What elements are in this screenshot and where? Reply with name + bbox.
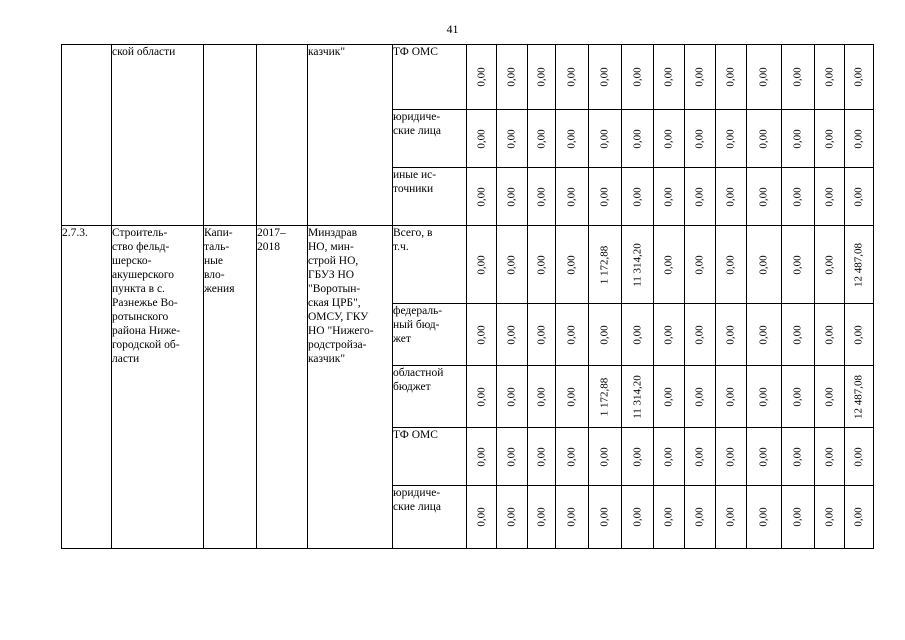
amount-cell [685, 486, 716, 549]
amount-value: 0,00 [474, 67, 487, 87]
amount-cell [845, 428, 874, 486]
amount-cell [815, 486, 845, 549]
amount-cell [589, 304, 622, 366]
page-number: 41 [446, 22, 459, 36]
funding-source-cell: областной бюджет [393, 366, 467, 428]
amount-cell [589, 486, 622, 549]
amount-value: 0,00 [693, 324, 706, 345]
amount-cell [467, 226, 497, 304]
amount-value: 0,00 [598, 446, 611, 467]
amount-value: 0,00 [662, 67, 675, 87]
amount-cell [845, 226, 874, 304]
executor-cell: Минздрав НО, мин- строй НО, ГБУЗ НО "Воротын- ская ЦРБ", ОМСУ, ГКУ НО "Нижего- родстройза- казчик" [308, 226, 393, 549]
amount-cell [497, 486, 528, 549]
amount-value: 0,00 [598, 67, 611, 87]
amount-cell [747, 168, 782, 226]
amount-value: 0,00 [852, 128, 865, 149]
amount-cell [654, 428, 685, 486]
amount-value: 0,00 [822, 186, 835, 207]
amount-cell [556, 428, 589, 486]
amount-value: 0,00 [724, 507, 737, 527]
amount-value: 0,00 [565, 324, 578, 345]
amount-value: 12 487,08 [852, 242, 865, 287]
amount-cell [589, 45, 622, 110]
amount-value: 0,00 [534, 186, 547, 207]
amount-value: 0,00 [662, 507, 675, 527]
amount-value: 0,00 [693, 67, 706, 87]
amount-cell [528, 366, 556, 428]
amount-value: 0,00 [565, 507, 578, 527]
amount-cell [467, 110, 497, 168]
amount-cell [467, 45, 497, 110]
amount-cell [622, 304, 654, 366]
amount-value: 0,00 [757, 324, 770, 345]
amount-value: 0,00 [630, 67, 643, 87]
amount-cell [747, 226, 782, 304]
amount-value: 0,00 [662, 446, 675, 467]
amount-value: 0,00 [505, 186, 518, 207]
amount-cell [528, 486, 556, 549]
amount-cell [716, 45, 747, 110]
amount-value: 0,00 [662, 324, 675, 345]
amount-value: 0,00 [474, 186, 487, 207]
amount-value: 0,00 [505, 507, 518, 527]
funding-source-cell: федераль- ный бюд- жет [393, 304, 467, 366]
amount-value: 0,00 [534, 128, 547, 149]
period-cell: 2017– 2018 [257, 226, 308, 549]
table-row [62, 226, 874, 304]
amount-cell [654, 226, 685, 304]
period-cell [257, 45, 308, 226]
amount-value: 0,00 [852, 67, 865, 87]
amount-value: 0,00 [662, 128, 675, 149]
amount-value: 0,00 [852, 446, 865, 467]
amount-cell [497, 226, 528, 304]
amount-value: 0,00 [791, 507, 804, 527]
amount-cell [589, 168, 622, 226]
amount-cell [845, 304, 874, 366]
amount-value: 0,00 [505, 446, 518, 467]
amount-cell [589, 110, 622, 168]
amount-cell [747, 304, 782, 366]
amount-cell [556, 168, 589, 226]
amount-cell [716, 428, 747, 486]
amount-value: 0,00 [662, 386, 675, 407]
amount-value: 0,00 [662, 254, 675, 275]
amount-cell [497, 366, 528, 428]
amount-cell [782, 110, 815, 168]
amount-value: 0,00 [757, 254, 770, 275]
amount-cell [782, 366, 815, 428]
amount-cell [467, 366, 497, 428]
amount-cell [654, 304, 685, 366]
amount-value: 0,00 [822, 324, 835, 345]
amount-value: 0,00 [630, 186, 643, 207]
amount-cell [622, 428, 654, 486]
amount-cell [467, 486, 497, 549]
amount-value: 0,00 [791, 128, 804, 149]
amount-value: 0,00 [693, 446, 706, 467]
amount-value: 0,00 [724, 324, 737, 345]
amount-value: 0,00 [630, 324, 643, 345]
amount-cell [815, 226, 845, 304]
executor-cell: казчик" [308, 45, 393, 226]
amount-value: 0,00 [598, 324, 611, 345]
amount-cell [589, 428, 622, 486]
amount-cell [528, 304, 556, 366]
amount-value: 0,00 [534, 67, 547, 87]
funding-source-cell: иные ис- точники [393, 168, 467, 226]
amount-value: 0,00 [598, 128, 611, 149]
amount-cell [815, 168, 845, 226]
amount-cell [654, 366, 685, 428]
amount-cell [528, 226, 556, 304]
amount-cell [654, 168, 685, 226]
amount-cell [622, 110, 654, 168]
amount-value: 0,00 [791, 386, 804, 407]
amount-value: 0,00 [822, 446, 835, 467]
amount-cell [815, 110, 845, 168]
amount-value: 0,00 [505, 67, 518, 87]
project-name-cell: Строитель- ство фельд- шерско- акушерского пункта в с. Разнежье Во- ротынского района Ниже- городской об- ласти [112, 226, 204, 549]
amount-cell [685, 226, 716, 304]
investment-type-cell: Капи- таль- ные вло- жения [204, 226, 257, 549]
amount-cell [622, 45, 654, 110]
amount-value: 0,00 [822, 507, 835, 527]
amount-cell [622, 226, 654, 304]
amount-value: 0,00 [693, 186, 706, 207]
amount-cell [782, 168, 815, 226]
amount-cell [815, 45, 845, 110]
amount-cell [782, 45, 815, 110]
amount-value: 0,00 [757, 507, 770, 527]
amount-value: 0,00 [505, 254, 518, 275]
project-code-cell [62, 45, 112, 226]
amount-cell [589, 366, 622, 428]
amount-value: 1 172,88 [598, 245, 611, 284]
amount-cell [685, 168, 716, 226]
amount-cell [654, 45, 685, 110]
amount-value: 0,00 [791, 254, 804, 275]
amount-cell [528, 168, 556, 226]
amount-value: 0,00 [474, 254, 487, 275]
amount-value: 0,00 [791, 67, 804, 87]
amount-cell [716, 110, 747, 168]
amount-value: 0,00 [662, 186, 675, 207]
funding-source-cell: ТФ ОМС [393, 428, 467, 486]
amount-value: 0,00 [822, 128, 835, 149]
amount-cell [467, 428, 497, 486]
amount-value: 0,00 [598, 186, 611, 207]
amount-value: 0,00 [474, 128, 487, 149]
amount-cell [815, 366, 845, 428]
amount-cell [622, 168, 654, 226]
amount-value: 0,00 [791, 324, 804, 345]
amount-value: 0,00 [630, 446, 643, 467]
amount-cell [497, 45, 528, 110]
amount-value: 0,00 [724, 186, 737, 207]
amount-value: 0,00 [565, 67, 578, 87]
amount-value: 0,00 [505, 128, 518, 149]
amount-value: 0,00 [822, 67, 835, 87]
amount-value: 0,00 [724, 254, 737, 275]
amount-cell [782, 226, 815, 304]
amount-cell [528, 428, 556, 486]
amount-value: 0,00 [534, 386, 547, 407]
amount-value: 0,00 [693, 254, 706, 275]
amount-cell [497, 428, 528, 486]
amount-value: 0,00 [565, 386, 578, 407]
funding-source-cell: юридиче- ские лица [393, 486, 467, 549]
amount-value: 0,00 [474, 386, 487, 407]
amount-cell [528, 110, 556, 168]
amount-value: 0,00 [724, 446, 737, 467]
amount-cell [497, 110, 528, 168]
amount-cell [528, 45, 556, 110]
amount-value: 0,00 [474, 446, 487, 467]
amount-cell [497, 168, 528, 226]
amount-cell [685, 428, 716, 486]
funding-source-cell: Всего, в т.ч. [393, 226, 467, 304]
amount-value: 0,00 [534, 324, 547, 345]
amount-value: 0,00 [505, 386, 518, 407]
amount-cell [845, 45, 874, 110]
amount-value: 0,00 [565, 254, 578, 275]
amount-cell [622, 486, 654, 549]
amount-cell [747, 366, 782, 428]
amount-cell [467, 168, 497, 226]
amount-cell [782, 486, 815, 549]
amount-cell [747, 428, 782, 486]
amount-cell [556, 226, 589, 304]
amount-cell [556, 366, 589, 428]
amount-value: 0,00 [757, 128, 770, 149]
amount-cell [716, 226, 747, 304]
amount-value: 0,00 [724, 386, 737, 407]
funding-source-cell: ТФ ОМС [393, 45, 467, 110]
amount-value: 0,00 [791, 186, 804, 207]
amount-value: 0,00 [852, 507, 865, 527]
amount-value: 0,00 [822, 254, 835, 275]
amount-value: 0,00 [693, 128, 706, 149]
amount-value: 12 487,08 [852, 374, 865, 419]
amount-cell [685, 366, 716, 428]
amount-value: 0,00 [534, 254, 547, 275]
amount-value: 0,00 [630, 128, 643, 149]
amount-cell [622, 366, 654, 428]
amount-cell [845, 366, 874, 428]
amount-value: 0,00 [822, 386, 835, 407]
table-row [62, 45, 874, 110]
amount-value: 11 314,20 [630, 374, 643, 419]
amount-cell [685, 304, 716, 366]
amount-cell [467, 304, 497, 366]
amount-value: 0,00 [598, 507, 611, 527]
budget-table [61, 44, 874, 549]
amount-cell [815, 428, 845, 486]
amount-cell [845, 168, 874, 226]
amount-cell [654, 486, 685, 549]
amount-cell [497, 304, 528, 366]
amount-cell [589, 226, 622, 304]
amount-cell [845, 486, 874, 549]
amount-cell [716, 486, 747, 549]
amount-cell [747, 45, 782, 110]
amount-value: 0,00 [757, 446, 770, 467]
amount-cell [747, 110, 782, 168]
amount-value: 0,00 [757, 386, 770, 407]
amount-cell [716, 304, 747, 366]
amount-value: 0,00 [534, 446, 547, 467]
amount-value: 0,00 [757, 67, 770, 87]
amount-cell [782, 304, 815, 366]
amount-cell [556, 486, 589, 549]
amount-value: 0,00 [474, 324, 487, 345]
amount-value: 0,00 [693, 386, 706, 407]
funding-source-cell: юридиче- ские лица [393, 110, 467, 168]
amount-value: 11 314,20 [630, 242, 643, 287]
amount-cell [845, 110, 874, 168]
amount-value: 0,00 [693, 507, 706, 527]
amount-value: 0,00 [724, 67, 737, 87]
amount-cell [556, 45, 589, 110]
amount-value: 0,00 [565, 186, 578, 207]
amount-cell [782, 428, 815, 486]
project-code-cell: 2.7.3. [62, 226, 112, 549]
project-name-cell: ской области [112, 45, 204, 226]
amount-cell [685, 45, 716, 110]
amount-value: 0,00 [630, 507, 643, 527]
amount-value: 0,00 [724, 128, 737, 149]
amount-value: 0,00 [852, 186, 865, 207]
amount-cell [747, 486, 782, 549]
amount-value: 0,00 [791, 446, 804, 467]
amount-cell [654, 110, 685, 168]
amount-value: 0,00 [757, 186, 770, 207]
amount-cell [815, 304, 845, 366]
amount-value: 0,00 [534, 507, 547, 527]
amount-cell [685, 110, 716, 168]
amount-cell [716, 168, 747, 226]
amount-value: 0,00 [474, 507, 487, 527]
amount-value: 0,00 [852, 324, 865, 345]
amount-value: 0,00 [565, 128, 578, 149]
amount-cell [556, 304, 589, 366]
amount-cell [556, 110, 589, 168]
amount-value: 0,00 [565, 446, 578, 467]
amount-cell [716, 366, 747, 428]
investment-type-cell [204, 45, 257, 226]
amount-value: 0,00 [505, 324, 518, 345]
amount-value: 1 172,88 [598, 377, 611, 416]
